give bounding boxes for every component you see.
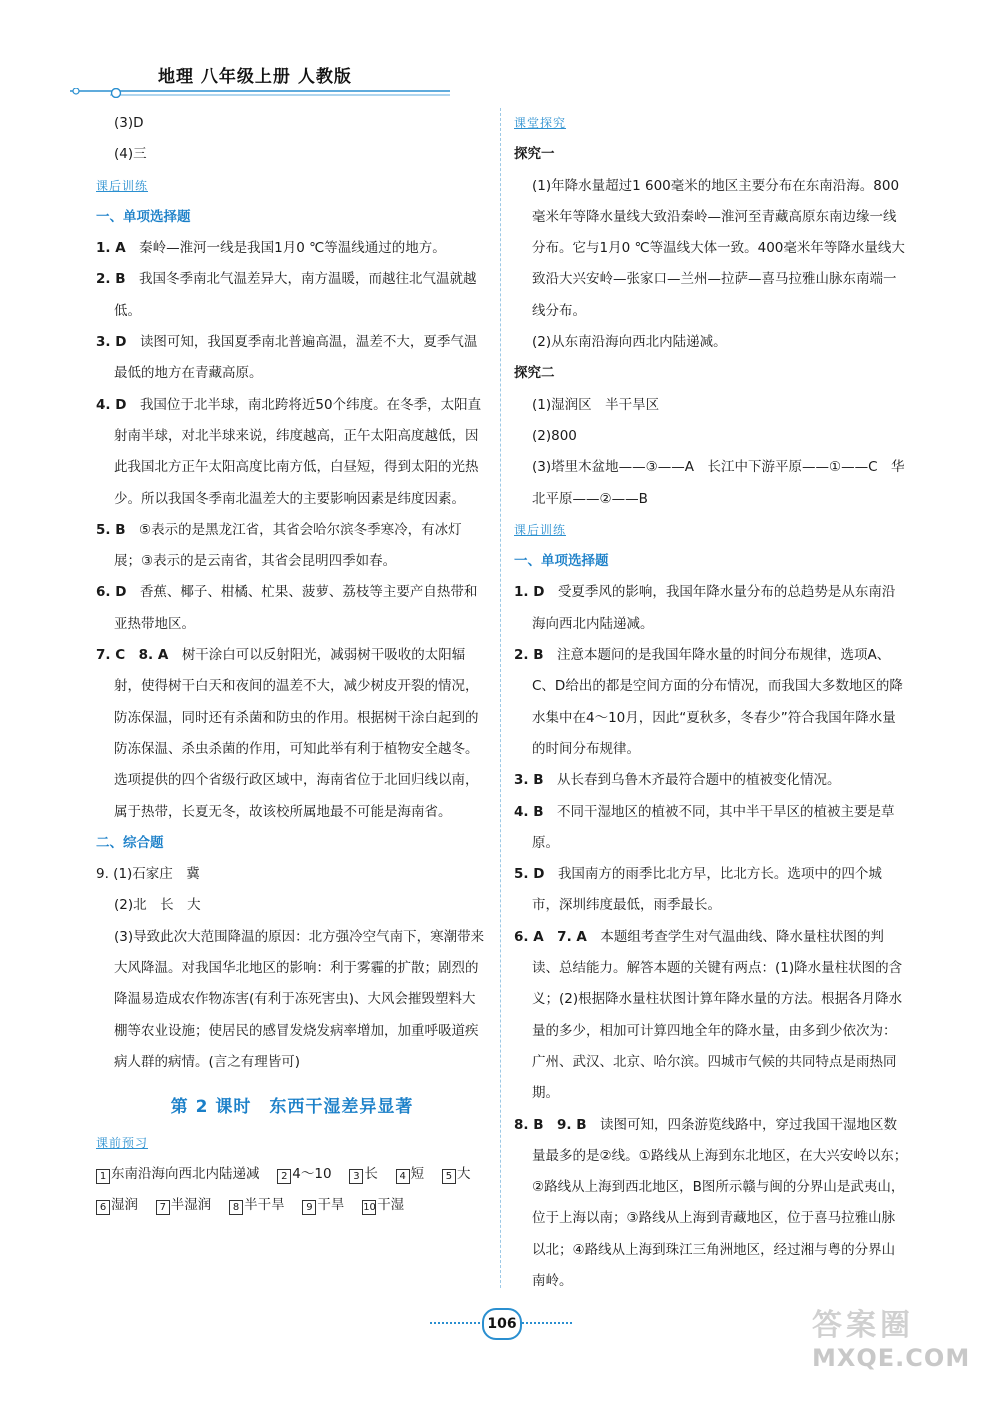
answer-item xyxy=(514,797,908,860)
page-number-area xyxy=(430,1308,570,1338)
answer-line: (3)D xyxy=(114,115,144,131)
answer-item xyxy=(514,765,908,796)
answer-number: 4. B xyxy=(514,803,544,820)
answer-text: 不同干湿地区的植被不同，其中半干旱区的植被主要是草原。 xyxy=(532,803,895,851)
section-tag-class-inquiry: 课堂探究 xyxy=(514,116,567,130)
answer-number: 1. D xyxy=(514,584,545,601)
right-column xyxy=(514,108,908,1297)
watermark-logo-text: 答案圈 xyxy=(812,1308,914,1343)
answer-number: 5. B xyxy=(96,521,126,538)
answer-item xyxy=(96,233,488,264)
inquiry-heading-2: 探究二 xyxy=(514,365,555,382)
answer-text: 香蕉、椰子、柑橘、杧果、菠萝、荔枝等主要产自热带和亚热带地区。 xyxy=(114,584,478,632)
number-box: 2 xyxy=(277,1169,291,1184)
number-box: 3 xyxy=(349,1169,363,1184)
number-box: 8 xyxy=(229,1200,243,1215)
answer-item xyxy=(96,515,488,578)
preview-answer: 干湿 xyxy=(377,1197,405,1214)
number-box: 10 xyxy=(363,1202,376,1214)
preview-answers-row-1 xyxy=(96,1159,488,1190)
answer-line: (2)北 长 大 xyxy=(114,897,201,914)
answer-number: 6. A 7. A xyxy=(514,928,587,945)
answer-item xyxy=(514,859,908,922)
answer-text: 我国南方的雨季比北方早，比北方长。选项中的四个城市，深圳纬度最低，雨季最长。 xyxy=(532,866,882,914)
preview-answer: 干旱 xyxy=(317,1197,345,1214)
answer-line: (3)塔里木盆地——③——A 长江中下游平原——①——C 华北平原——②——B xyxy=(532,459,905,507)
answer-item xyxy=(96,640,488,828)
answer-item xyxy=(514,1110,908,1298)
section-tag-preview: 课前预习 xyxy=(96,1135,149,1150)
preview-answer: 短 xyxy=(410,1165,425,1182)
footer-dots-left xyxy=(430,1322,480,1324)
answer-item xyxy=(514,577,908,640)
lesson-title: 第 2 课时 东西干湿差异显著 xyxy=(170,1097,414,1118)
preview-answer: 4～10 xyxy=(292,1165,332,1182)
answer-line: (1)湿润区 半干旱区 xyxy=(532,396,660,413)
header-decor-line xyxy=(70,88,450,98)
answer-text: 我国冬季南北气温差异大，南方温暖，而越往北气温就越低。 xyxy=(114,271,477,319)
answer-item xyxy=(96,390,488,515)
answer-number: 1. A xyxy=(96,240,126,257)
left-column xyxy=(96,108,488,1221)
answer-number: 2. B xyxy=(96,271,126,288)
preview-answer: 东南沿海向西北内陆递减 xyxy=(111,1165,260,1182)
answer-number: 6. D xyxy=(96,584,127,601)
section-heading-comprehensive: 二、综合题 xyxy=(96,834,164,851)
answer-text: 我国位于北半球，南北跨将近50个纬度。在冬季，太阳直射南半球，对北半球来说，纬度越高，正午太阳高度越低，因此我国北方正午太阳高度比南方低，白昼短，得到太阳的光热少。所以我国冬季南北温差大的主要影响因素是纬度因素。 xyxy=(114,396,482,507)
answer-number: 8. B 9. B xyxy=(514,1116,587,1133)
answer-item xyxy=(514,922,908,1110)
inquiry-heading-1: 探究一 xyxy=(514,146,555,163)
page-number: 106 xyxy=(482,1308,522,1340)
answer-text: 本题组考查学生对气温曲线、降水量柱状图的判读、总结能力。解答本题的关键有两点：(1)降水量柱状图的含义；(2)根据降水量柱状图计算年降水量的方法。根据各月降水量的多少，相加可计算四地全年的降水量，由多到少依次为：广州、武汉、北京、哈尔滨。四城市气候的共同特点是雨热同期。 xyxy=(532,928,903,1102)
answer-number: 3. B xyxy=(514,772,544,789)
preview-answer: 长 xyxy=(364,1165,378,1182)
answer-text: 读图可知，我国夏季南北普遍高温，温差不大，夏季气温最低的地方在青藏高原。 xyxy=(114,334,478,382)
answer-line: (4)三 xyxy=(114,146,147,163)
number-box: 9 xyxy=(302,1200,316,1215)
number-box: 4 xyxy=(396,1169,410,1184)
site-watermark xyxy=(812,1300,992,1390)
answer-number: 7. C 8. A xyxy=(96,647,169,664)
number-box: 5 xyxy=(442,1169,456,1184)
answer-text: 秦岭—淮河一线是我国1月0 ℃等温线通过的地方。 xyxy=(139,240,446,257)
answer-text: 从长春到乌鲁木齐最符合题中的植被变化情况。 xyxy=(557,772,841,789)
column-divider xyxy=(500,108,501,1288)
answer-number: 3. D xyxy=(96,334,127,351)
answer-line: (2)800 xyxy=(532,427,577,444)
answer-number: 5. D xyxy=(514,866,545,883)
number-box: 7 xyxy=(156,1200,170,1215)
answer-line: (1)年降水量超过1 600毫米的地区主要分布在东南沿海。800毫米年等降水量线大致沿秦岭—淮河至青藏高原东南边缘一线分布。它与1月0 ℃等温线大体一致。400毫米年等降水量线大致沿大兴安岭—张家口—兰州—拉萨—喜马拉雅山脉东南端一线分布。 xyxy=(532,177,905,319)
preview-answer: 大 xyxy=(456,1165,471,1182)
preview-answer: 湿润 xyxy=(111,1197,138,1214)
section-heading-single-choice: 一、单项选择题 xyxy=(96,208,191,225)
answer-number: 2. B xyxy=(514,647,544,664)
answer-item xyxy=(96,577,488,640)
answer-number: 4. D xyxy=(96,396,127,413)
number-box: 6 xyxy=(96,1200,110,1215)
answer-line: 9. (1)石家庄 冀 xyxy=(96,866,200,883)
answer-text: 树干涂白可以反射阳光，减弱树干吸收的太阳辐射，使得树干白天和夜间的温差不大，减少树皮开裂的情况，防冻保温，同时还有杀菌和防虫的作用。根据树干涂白起到的防冻保温、杀虫杀菌的作用，可知此举有利于植物安全越冬。选项提供的四个省级行政区域中，海南省位于北回归线以南，属于热带，长夏无冬，故该校所属地最不可能是海南省。 xyxy=(114,647,479,820)
section-tag-after-class: 课后训练 xyxy=(514,522,567,537)
answer-item xyxy=(96,327,488,390)
answer-text: 受夏季风的影响，我国年降水量分布的总趋势是从东南沿海向西北内陆递减。 xyxy=(532,584,896,632)
answer-text: 读图可知，四条游览线路中，穿过我国干湿地区数量最多的是②线。①路线从上海到东北地区，在大兴安岭以东；②路线从上海到西北地区，B图所示赣与闽的分界山是武夷山，位于上海以南；③路线从上海到青藏地区，位于喜马拉雅山脉以北；④路线从上海到珠江三角洲地区，经过湘与粤的分界山南岭。 xyxy=(532,1116,908,1289)
answer-line: (3)导致此次大范围降温的原因：北方强冷空气南下，寒潮带来大风降温。对我国华北地区的影响：利于雾霾的扩散；剧烈的降温易造成农作物冻害(有利于冻死害虫)、大风会摧毁塑料大棚等农业设施；使居民的感冒发烧发病率增加，加重呼吸道疾病人群的病情。(言之有理皆可) xyxy=(114,928,485,1070)
preview-answer: 半干旱 xyxy=(244,1197,285,1214)
number-box: 1 xyxy=(96,1169,110,1184)
answer-text: 注意本题问的是我国年降水量的时间分布规律，选项A、C、D给出的都是空间方面的分布情况，而我国大多数地区的降水集中在4～10月，因此“夏秋多，冬春少”符合我国年降水量的时间分布规律。 xyxy=(532,647,903,757)
page-header-title: 地理 八年级上册 人教版 xyxy=(158,67,352,87)
preview-answers-row-2 xyxy=(96,1190,488,1221)
answer-item xyxy=(514,640,908,765)
watermark-url: MXQE.COM xyxy=(812,1344,971,1372)
answer-line: (2)从东南沿海向西北内陆递减。 xyxy=(532,334,727,351)
answer-item xyxy=(96,264,488,327)
preview-answer: 半湿润 xyxy=(170,1197,212,1214)
footer-dots-right xyxy=(522,1322,572,1324)
section-tag-after-class: 课后训练 xyxy=(96,178,149,193)
section-heading-single-choice: 一、单项选择题 xyxy=(514,553,609,570)
answer-text: ⑤表示的是黑龙江省，其省会哈尔滨冬季寒冷，有冰灯展；③表示的是云南省，其省会昆明四季如春。 xyxy=(114,521,462,570)
